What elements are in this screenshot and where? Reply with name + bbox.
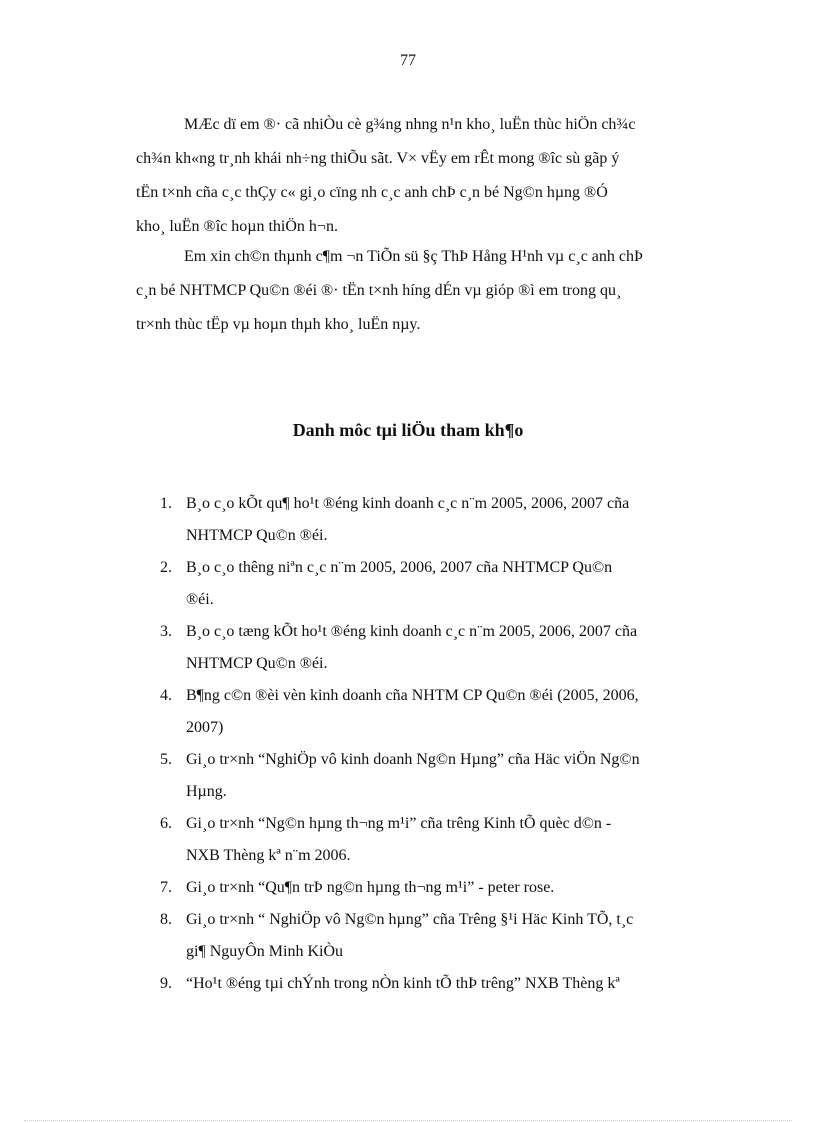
reference-line: Gi¸o tr×nh “ NghiÖp vô Ng©n hµng” cña Trêng §¹i Häc Kinh TÕ, t¸c — [186, 911, 634, 928]
reference-line: B¶ng c©n ®èi vèn kinh doanh cña NHTM CP Qu©n ®éi (2005, 2006, — [186, 687, 639, 704]
reference-line: Gi¸o tr×nh “Qu¶n trÞ ng©n hµng th¬ng m¹i” - peter rose. — [186, 879, 555, 896]
reference-number: 6. — [160, 815, 172, 832]
reference-item — [160, 488, 750, 552]
references-heading: Danh môc tµi liÖu tham kh¶o — [292, 420, 524, 440]
reference-text — [186, 872, 750, 904]
text-line: tr×nh thùc tËp vµ hoµn thµh kho¸ luËn nµy. — [136, 316, 421, 333]
reference-item — [160, 904, 750, 968]
text-line: tËn t×nh cña c¸c thÇy c« gi¸o cïng nh c¸c anh chÞ c¸n bé Ng©n hµng ®Ó — [136, 184, 608, 201]
reference-text — [186, 680, 750, 744]
reference-number: 2. — [160, 559, 172, 576]
reference-line: Gi¸o tr×nh “NghiÖp vô kinh doanh Ng©n Hµng” cña Häc viÖn Ng©n — [186, 751, 640, 768]
reference-number: 3. — [160, 623, 172, 640]
reference-line: gi¶ NguyÔn Minh KiÒu — [186, 943, 344, 960]
reference-item — [160, 872, 750, 904]
reference-line: Hµng. — [186, 783, 227, 800]
reference-line: B¸o c¸o tæng kÕt ho¹t ®éng kinh doanh c¸c n¨m 2005, 2006, 2007 cña — [186, 623, 638, 640]
reference-number: 9. — [160, 975, 172, 992]
reference-item — [160, 552, 750, 616]
reference-line: B¸o c¸o thêng niªn c¸c n¨m 2005, 2006, 2007 cña NHTMCP Qu©n — [186, 559, 613, 576]
reference-line: 2007) — [186, 719, 224, 736]
page-number: 77 — [400, 52, 416, 69]
reference-line: NXB Thèng kª n¨m 2006. — [186, 847, 351, 864]
reference-number: 1. — [160, 495, 172, 512]
reference-text — [186, 552, 750, 616]
reference-item — [160, 680, 750, 744]
reference-text — [186, 744, 750, 808]
reference-number: 4. — [160, 687, 172, 704]
reference-line: “Ho¹t ®éng tµi chÝnh trong nÒn kinh tÕ thÞ trêng” NXB Thèng kª — [186, 975, 620, 992]
text-line: MÆc dï em ®· cã nhiÒu cè g¾ng nhng n¹n kho¸ luËn thùc hiÖn ch¾c — [184, 116, 636, 133]
reference-number: 8. — [160, 911, 172, 928]
text-line: Em xin ch©n thµnh c¶m ¬n TiÕn sü §ç ThÞ Hång H¹nh vµ c¸c anh chÞ — [184, 248, 643, 265]
reference-item — [160, 744, 750, 808]
reference-line: NHTMCP Qu©n ®éi. — [186, 655, 328, 672]
reference-list — [160, 488, 750, 1000]
reference-line: B¸o c¸o kÕt qu¶ ho¹t ®éng kinh doanh c¸c n¨m 2005, 2006, 2007 cña — [186, 495, 630, 512]
reference-number: 5. — [160, 751, 172, 768]
reference-text — [186, 968, 750, 1000]
reference-text — [186, 616, 750, 680]
reference-item — [160, 968, 750, 1000]
page-bottom-rule — [24, 1120, 792, 1121]
reference-line: Gi¸o tr×nh “Ng©n hµng th¬ng m¹i” cña trêng Kinh tÕ quèc d©n - — [186, 815, 612, 832]
reference-line: NHTMCP Qu©n ®éi. — [186, 527, 328, 544]
text-line: c¸n bé NHTMCP Qu©n ®éi ®· tËn t×nh híng dÉn vµ gióp ®ì em trong qu¸ — [136, 282, 622, 299]
reference-text — [186, 904, 750, 968]
reference-item — [160, 616, 750, 680]
reference-text — [186, 808, 750, 872]
reference-text — [186, 488, 750, 552]
reference-number: 7. — [160, 879, 172, 896]
reference-item — [160, 808, 750, 872]
text-line: ch¾n kh«ng tr¸nh khái nh÷ng thiÕu sãt. V× vËy em rÊt mong ®îc sù gãp ý — [136, 150, 620, 167]
acknowledgement-paragraph — [136, 240, 740, 342]
closing-paragraph — [136, 108, 740, 244]
text-line: kho¸ luËn ®îc hoµn thiÖn h¬n. — [136, 218, 338, 235]
reference-line: ®éi. — [186, 591, 214, 608]
